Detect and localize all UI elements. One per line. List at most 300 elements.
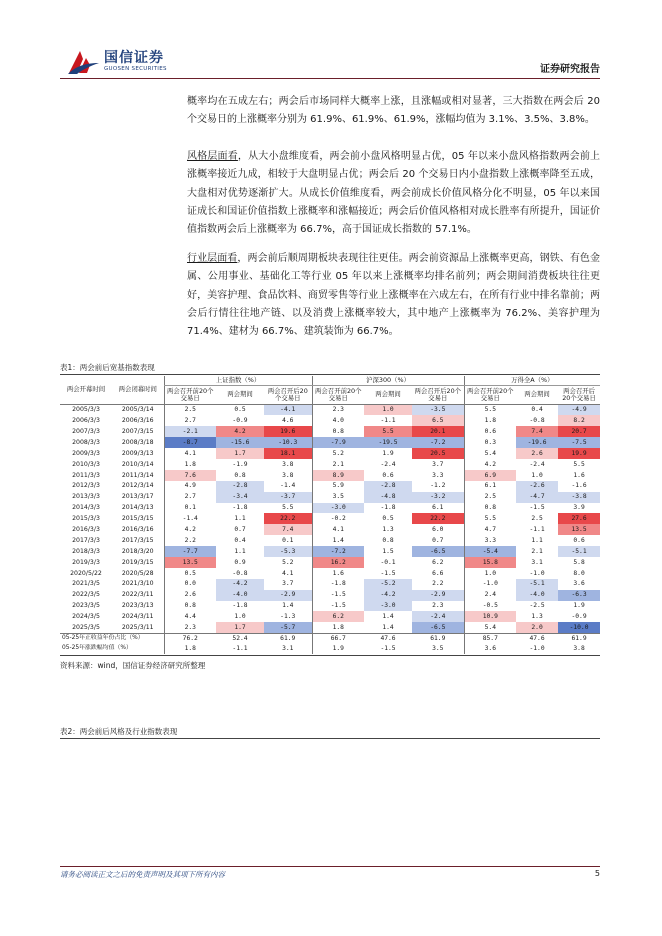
- close-date-cell: 2017/3/15: [121, 536, 154, 544]
- table-row: [60, 535, 600, 546]
- value-cell: -4.2: [216, 579, 264, 590]
- open-date-cell: 2014/3/3: [72, 504, 100, 512]
- paragraph-industry: [187, 250, 600, 341]
- value-cell: 5.5: [573, 460, 585, 468]
- subcol-after: 两会召开后20个交易日: [267, 386, 308, 402]
- value-cell: 2.2: [164, 535, 216, 546]
- value-cell: -2.5: [529, 602, 545, 610]
- value-cell: -3.5: [412, 405, 464, 416]
- value-cell: 6.1: [464, 481, 516, 492]
- value-cell: 1.6: [312, 568, 364, 579]
- value-cell: 3.3: [464, 535, 516, 546]
- paragraph-style-body: ，从大小盘维度看，两会前小盘风格明显占优，05 年以来小盘风格指数两会前上涨概率接近九成，相较于大盘明显占优；两会后 20 个交易日内小盘指数上涨概率降至五成，大盘相对优势逐渐扩大。从成长价值维度看，两会前成长价值风格分化不明显，05 年以来国证成长和国证价值指数上涨概率和涨幅接近；两会后价值风格相对成长胜率有所提升，国证价值指数两会后上涨概率为 66.7%，高于国证成长指数的 57.1%。: [187, 151, 601, 236]
- value-cell: -2.9: [264, 590, 312, 601]
- open-date-cell: 2024/3/5: [72, 613, 100, 621]
- value-cell: 5.4: [464, 622, 516, 633]
- value-cell: -8.7: [164, 437, 216, 448]
- value-cell: 20.7: [558, 426, 600, 437]
- value-cell: 1.9: [382, 449, 394, 457]
- value-cell: 3.8: [282, 460, 294, 468]
- value-cell: 3.6: [573, 580, 585, 588]
- summary-value: 1.9: [312, 644, 364, 654]
- summary-value: 3.1: [282, 644, 294, 652]
- value-cell: -6.5: [412, 622, 464, 633]
- value-cell: 5.9: [312, 481, 364, 492]
- summary-value: 85.7: [464, 633, 516, 643]
- value-cell: 0.5: [382, 515, 394, 523]
- open-date-cell: 2005/3/3: [60, 405, 112, 416]
- value-cell: 0.4: [234, 536, 246, 544]
- value-cell: 0.4: [516, 405, 558, 416]
- value-cell: 5.2: [282, 558, 294, 566]
- value-cell: 0.8: [234, 471, 246, 479]
- logo-text-en: GUOSEN SECURITIES: [104, 66, 167, 72]
- guosen-logo-icon: [66, 46, 100, 76]
- value-cell: 3.3: [432, 471, 444, 479]
- value-cell: -4.2: [364, 590, 412, 601]
- open-date-cell: 2022/3/5: [72, 591, 100, 599]
- summary-value: 47.6: [364, 633, 412, 643]
- value-cell: -0.2: [312, 513, 364, 524]
- broad-index-table: [60, 376, 600, 654]
- value-cell: 4.0: [312, 415, 364, 426]
- value-cell: -7.9: [312, 437, 364, 448]
- table-row: [60, 503, 600, 514]
- summary-value: -1.5: [380, 644, 396, 652]
- close-date-cell: 2006/3/16: [121, 417, 154, 425]
- value-cell: -3.0: [312, 503, 364, 514]
- close-date-cell: 2009/3/13: [121, 449, 154, 457]
- subcol-after: 两会召开后20个交易日: [414, 386, 462, 402]
- open-date-cell: 2020/5/22: [70, 569, 102, 577]
- value-cell: 4.1: [164, 448, 216, 459]
- value-cell: 1.0: [464, 568, 516, 579]
- value-cell: 1.6: [573, 471, 585, 479]
- summary-value: 61.9: [558, 633, 600, 643]
- value-cell: -6.5: [412, 546, 464, 557]
- value-cell: -3.8: [558, 492, 600, 503]
- value-cell: -4.1: [264, 405, 312, 416]
- value-cell: 3.7: [282, 580, 294, 588]
- value-cell: 1.4: [382, 613, 394, 621]
- value-cell: 8.2: [558, 415, 600, 426]
- table-row: [60, 546, 600, 557]
- header-divider: [60, 78, 600, 79]
- value-cell: 1.8: [464, 415, 516, 426]
- close-date-cell: 2008/3/18: [121, 438, 154, 446]
- close-date-cell: 2021/3/10: [121, 580, 154, 588]
- value-cell: 4.9: [164, 481, 216, 492]
- subcol-before: 两会召开前20个交易日: [164, 386, 216, 405]
- value-cell: -2.6: [516, 481, 558, 492]
- value-cell: -19.6: [516, 437, 558, 448]
- open-date-cell: 2011/3/3: [72, 471, 100, 479]
- open-date-cell: 2012/3/3: [72, 482, 100, 490]
- value-cell: 2.7: [164, 492, 216, 503]
- value-cell: -2.9: [412, 590, 464, 601]
- subcol-before: 两会召开前20个交易日: [464, 386, 516, 405]
- value-cell: -1.6: [571, 482, 587, 490]
- value-cell: 4.2: [464, 459, 516, 470]
- value-cell: 19.9: [558, 448, 600, 459]
- value-cell: 19.6: [264, 426, 312, 437]
- subcol-after: 两会召开后20个交易日: [562, 386, 596, 402]
- value-cell: -2.4: [380, 460, 396, 468]
- open-date-cell: 2007/3/3: [72, 427, 100, 435]
- value-cell: 1.4: [312, 535, 364, 546]
- page-number: 5: [594, 869, 600, 878]
- value-cell: 8.0: [573, 569, 585, 577]
- open-date-cell: 2008/3/3: [72, 438, 100, 446]
- value-cell: -4.0: [516, 590, 558, 601]
- value-cell: 4.4: [164, 611, 216, 622]
- table-row: [60, 590, 600, 601]
- value-cell: 1.1: [234, 547, 246, 555]
- subcol-during: 两会期间: [227, 390, 253, 399]
- value-cell: 20.1: [412, 426, 464, 437]
- value-cell: 8.9: [312, 470, 364, 481]
- close-date-cell: 2005/3/14: [112, 405, 164, 416]
- value-cell: -5.1: [558, 546, 600, 557]
- value-cell: -0.9: [571, 613, 587, 621]
- value-cell: 0.1: [282, 536, 294, 544]
- value-cell: -2.1: [164, 426, 216, 437]
- value-cell: 5.5: [464, 405, 516, 416]
- value-cell: 2.5: [531, 515, 543, 523]
- open-date-cell: 2021/3/5: [72, 580, 100, 588]
- value-cell: 3.7: [432, 460, 444, 468]
- value-cell: 13.5: [558, 524, 600, 535]
- value-cell: 7.6: [164, 470, 216, 481]
- value-cell: -1.2: [430, 482, 446, 490]
- value-cell: -1.1: [380, 417, 396, 425]
- group-wind-a: 万得全A（%）: [464, 376, 600, 386]
- value-cell: 16.2: [312, 557, 364, 568]
- value-cell: 22.2: [264, 513, 312, 524]
- value-cell: 1.7: [216, 622, 264, 633]
- close-date-cell: 2010/3/14: [121, 460, 154, 468]
- col-open-date: 两会开幕时间: [66, 385, 106, 394]
- value-cell: -7.2: [412, 437, 464, 448]
- open-date-cell: 2016/3/3: [72, 525, 100, 533]
- value-cell: 2.2: [432, 580, 444, 588]
- value-cell: -1.1: [529, 525, 545, 533]
- value-cell: 1.4: [382, 623, 394, 631]
- value-cell: -5.1: [516, 579, 558, 590]
- open-date-cell: 2009/3/3: [72, 449, 100, 457]
- table-row: [60, 470, 600, 481]
- value-cell: -4.0: [216, 590, 264, 601]
- value-cell: 5.2: [312, 448, 364, 459]
- value-cell: 22.2: [412, 513, 464, 524]
- summary-value: 3.8: [573, 644, 585, 652]
- close-date-cell: 2018/3/20: [121, 547, 154, 555]
- value-cell: 6.2: [312, 611, 364, 622]
- table-row: [60, 601, 600, 612]
- value-cell: 0.7: [432, 536, 444, 544]
- table-row: [60, 481, 600, 492]
- close-date-cell: 2013/3/17: [121, 493, 154, 501]
- table1-bottom-rule: [60, 655, 600, 656]
- summary-label: 05-25年涨跌幅均值（%）: [62, 644, 132, 651]
- value-cell: -2.4: [412, 611, 464, 622]
- value-cell: -10.3: [264, 437, 312, 448]
- value-cell: 2.1: [531, 547, 543, 555]
- summary-value: -1.1: [232, 644, 248, 652]
- table-row: [60, 524, 600, 535]
- value-cell: 10.9: [464, 611, 516, 622]
- value-cell: -1.5: [529, 504, 545, 512]
- paragraph-broad-index: 概率均在五成左右；两会后市场同样大概率上涨，且涨幅或相对显著，三大指数在两会后 20 个交易日的上涨概率分别为 61.9%、61.9%、61.9%，涨幅均值为 3.1%、3.5%、3.8%。: [187, 96, 600, 126]
- value-cell: -0.8: [529, 417, 545, 425]
- summary-value: 47.6: [516, 633, 558, 643]
- value-cell: 1.3: [531, 613, 543, 621]
- paragraph-industry-body: ，两会前后顺周期板块表现往往更佳。两会前资源品上涨概率更高，钢铁、有色金属、公用事业、基础化工等行业 05 年以来上涨概率均排名前列；两会期间消费板块往往更好，美容护理、食品饮料、商贸零售等行业上涨概率在六成左右，在所有行业中排名靠前；两会后行情往往地产链、以及消费上涨概率较大，其中地产上涨概率为 76.2%、美容护理为 71.4%、建材为 66.7%、建筑装饰为 66.7%。: [187, 253, 600, 338]
- open-date-cell: 2015/3/3: [72, 515, 100, 523]
- value-cell: 2.1: [312, 459, 364, 470]
- footer-divider: [60, 866, 600, 867]
- value-cell: 6.2: [432, 558, 444, 566]
- value-cell: 6.5: [412, 415, 464, 426]
- open-date-cell: 2006/3/3: [72, 417, 100, 425]
- value-cell: -1.9: [232, 460, 248, 468]
- value-cell: 0.9: [234, 558, 246, 566]
- value-cell: 6.9: [464, 470, 516, 481]
- value-cell: -3.0: [364, 601, 412, 612]
- group-csi300: 沪深300（%）: [312, 376, 464, 386]
- value-cell: -1.8: [380, 504, 396, 512]
- value-cell: -2.8: [364, 481, 412, 492]
- summary-value: 52.4: [216, 633, 264, 643]
- summary-value: 3.6: [464, 644, 516, 654]
- value-cell: 5.5: [464, 513, 516, 524]
- summary-value: 66.7: [312, 633, 364, 643]
- table-row: [60, 568, 600, 579]
- value-cell: 1.1: [234, 515, 246, 523]
- logo-text-cn: 国信证券: [104, 50, 164, 66]
- value-cell: 2.5: [164, 405, 216, 416]
- value-cell: 27.6: [558, 513, 600, 524]
- value-cell: -4.9: [558, 405, 600, 416]
- value-cell: -7.7: [164, 546, 216, 557]
- subcol-before: 两会召开前20个交易日: [312, 386, 364, 405]
- close-date-cell: 2024/3/11: [121, 613, 154, 621]
- value-cell: 0.1: [164, 503, 216, 514]
- close-date-cell: 2016/3/16: [121, 525, 154, 533]
- value-cell: 18.1: [264, 448, 312, 459]
- close-date-cell: 2025/3/11: [121, 623, 154, 631]
- value-cell: 2.3: [312, 405, 364, 416]
- subcol-during: 两会期间: [375, 390, 401, 399]
- value-cell: 3.9: [573, 504, 585, 512]
- value-cell: -15.6: [216, 437, 264, 448]
- open-date-cell: 2023/3/5: [72, 602, 100, 610]
- value-cell: 4.2: [164, 524, 216, 535]
- close-date-cell: 2019/3/15: [121, 558, 154, 566]
- open-date-cell: 2025/3/5: [72, 623, 100, 631]
- value-cell: 0.8: [164, 601, 216, 612]
- value-cell: -4.8: [364, 492, 412, 503]
- report-type-label: 证券研究报告: [540, 64, 600, 75]
- table-row: [60, 459, 600, 470]
- value-cell: -1.4: [280, 482, 296, 490]
- value-cell: -2.4: [529, 460, 545, 468]
- value-cell: 2.5: [464, 492, 516, 503]
- value-cell: 5.8: [573, 558, 585, 566]
- summary-row: [60, 644, 600, 654]
- disclaimer-text: 请务必阅读正文之后的免责声明及其项下所有内容: [60, 870, 225, 879]
- value-cell: 4.2: [216, 426, 264, 437]
- page-header: [0, 0, 662, 82]
- value-cell: 2.3: [164, 622, 216, 633]
- value-cell: 20.5: [412, 448, 464, 459]
- company-logo: [66, 44, 186, 80]
- value-cell: 0.6: [382, 471, 394, 479]
- table-row: [60, 426, 600, 437]
- source-note: 资料来源：wind，国信证券经济研究所整理: [60, 661, 206, 670]
- subcol-during: 两会期间: [524, 390, 550, 399]
- value-cell: 1.0: [364, 405, 412, 416]
- close-date-cell: 2014/3/13: [121, 504, 154, 512]
- close-date-cell: 2012/3/14: [121, 482, 154, 490]
- value-cell: 7.4: [516, 426, 558, 437]
- value-cell: 4.1: [282, 569, 294, 577]
- table1-caption-rule: [60, 374, 600, 375]
- table-row: [60, 405, 600, 416]
- value-cell: -1.5: [380, 569, 396, 577]
- table-row: [60, 437, 600, 448]
- value-cell: -1.5: [312, 601, 364, 612]
- value-cell: -3.4: [216, 492, 264, 503]
- summary-row: [60, 633, 600, 643]
- group-shanghai: 上证指数（%）: [164, 376, 312, 386]
- value-cell: 0.7: [234, 525, 246, 533]
- table-row: [60, 557, 600, 568]
- value-cell: 0.8: [382, 536, 394, 544]
- value-cell: 1.3: [382, 525, 394, 533]
- value-cell: 3.8: [282, 471, 294, 479]
- value-cell: -0.8: [232, 569, 248, 577]
- value-cell: -1.8: [232, 504, 248, 512]
- value-cell: -1.8: [232, 602, 248, 610]
- value-cell: 13.5: [164, 557, 216, 568]
- value-cell: 1.1: [531, 536, 543, 544]
- table-row: [60, 415, 600, 426]
- value-cell: 2.6: [516, 448, 558, 459]
- value-cell: 6.6: [432, 569, 444, 577]
- value-cell: 1.8: [164, 459, 216, 470]
- paragraph-style: [187, 148, 600, 239]
- value-cell: -0.5: [464, 601, 516, 612]
- value-cell: 0.5: [164, 568, 216, 579]
- value-cell: 0.6: [464, 426, 516, 437]
- value-cell: 3.5: [312, 492, 364, 503]
- value-cell: -7.5: [558, 437, 600, 448]
- value-cell: 5.4: [464, 448, 516, 459]
- table-row: [60, 622, 600, 633]
- value-cell: -1.0: [529, 569, 545, 577]
- value-cell: -19.5: [364, 437, 412, 448]
- open-date-cell: 2013/3/3: [72, 493, 100, 501]
- open-date-cell: 2017/3/3: [72, 536, 100, 544]
- value-cell: 1.8: [312, 622, 364, 633]
- value-cell: 7.4: [264, 524, 312, 535]
- value-cell: -0.1: [380, 558, 396, 566]
- value-cell: -10.0: [558, 622, 600, 633]
- paragraph-industry-lead: 行业层面看: [187, 253, 238, 264]
- value-cell: -3.2: [412, 492, 464, 503]
- table2-caption-rule: [60, 738, 600, 739]
- table-row: [60, 579, 600, 590]
- value-cell: -5.4: [464, 546, 516, 557]
- summary-value: 3.5: [432, 644, 444, 652]
- value-cell: 0.5: [216, 405, 264, 416]
- summary-value: 76.2: [164, 633, 216, 643]
- paragraph-style-lead: 风格层面看: [187, 151, 238, 162]
- value-cell: -0.9: [232, 417, 248, 425]
- value-cell: 6.0: [432, 525, 444, 533]
- value-cell: -5.7: [264, 622, 312, 633]
- value-cell: 2.3: [432, 602, 444, 610]
- value-cell: 0.8: [312, 426, 364, 437]
- close-date-cell: 2020/5/28: [121, 569, 154, 577]
- value-cell: 1.0: [531, 471, 543, 479]
- value-cell: 2.4: [464, 590, 516, 601]
- value-cell: -1.3: [280, 613, 296, 621]
- open-date-cell: 2018/3/3: [72, 547, 100, 555]
- value-cell: 3.1: [531, 558, 543, 566]
- value-cell: 0.3: [464, 437, 516, 448]
- value-cell: -1.0: [464, 579, 516, 590]
- close-date-cell: 2022/3/11: [121, 591, 154, 599]
- table-row: [60, 448, 600, 459]
- close-date-cell: 2023/3/13: [121, 602, 154, 610]
- value-cell: 4.7: [464, 524, 516, 535]
- table-row: [60, 492, 600, 503]
- summary-value: -1.0: [529, 644, 545, 652]
- table-row: [60, 513, 600, 524]
- table-row: [60, 611, 600, 622]
- close-date-cell: 2015/3/15: [121, 515, 154, 523]
- value-cell: -4.7: [516, 492, 558, 503]
- value-cell: -5.3: [264, 546, 312, 557]
- value-cell: -6.3: [558, 590, 600, 601]
- table1-body: [60, 405, 600, 654]
- table1-caption: 表1：两会前后宽基指数表现: [60, 363, 155, 372]
- value-cell: 5.5: [282, 504, 294, 512]
- summary-label: 05-25年正收益年份占比（%）: [60, 633, 164, 643]
- summary-value: 1.8: [164, 644, 216, 654]
- summary-value: 61.9: [412, 633, 464, 643]
- value-cell: 6.1: [432, 504, 444, 512]
- value-cell: 1.4: [282, 602, 294, 610]
- value-cell: -3.7: [264, 492, 312, 503]
- col-close-date: 两会闭幕时间: [118, 385, 157, 394]
- value-cell: -7.2: [312, 546, 364, 557]
- value-cell: -1.4: [164, 513, 216, 524]
- value-cell: 4.1: [312, 524, 364, 535]
- value-cell: 2.7: [164, 415, 216, 426]
- value-cell: 2.0: [516, 622, 558, 633]
- open-date-cell: 2010/3/3: [72, 460, 100, 468]
- value-cell: 1.9: [573, 602, 585, 610]
- summary-value: 61.9: [264, 633, 312, 643]
- value-cell: -1.8: [312, 579, 364, 590]
- value-cell: 15.8: [464, 557, 516, 568]
- value-cell: -1.5: [312, 590, 364, 601]
- value-cell: 4.6: [282, 417, 294, 425]
- table2-caption: 表2：两会前后风格及行业指数表现: [60, 727, 178, 736]
